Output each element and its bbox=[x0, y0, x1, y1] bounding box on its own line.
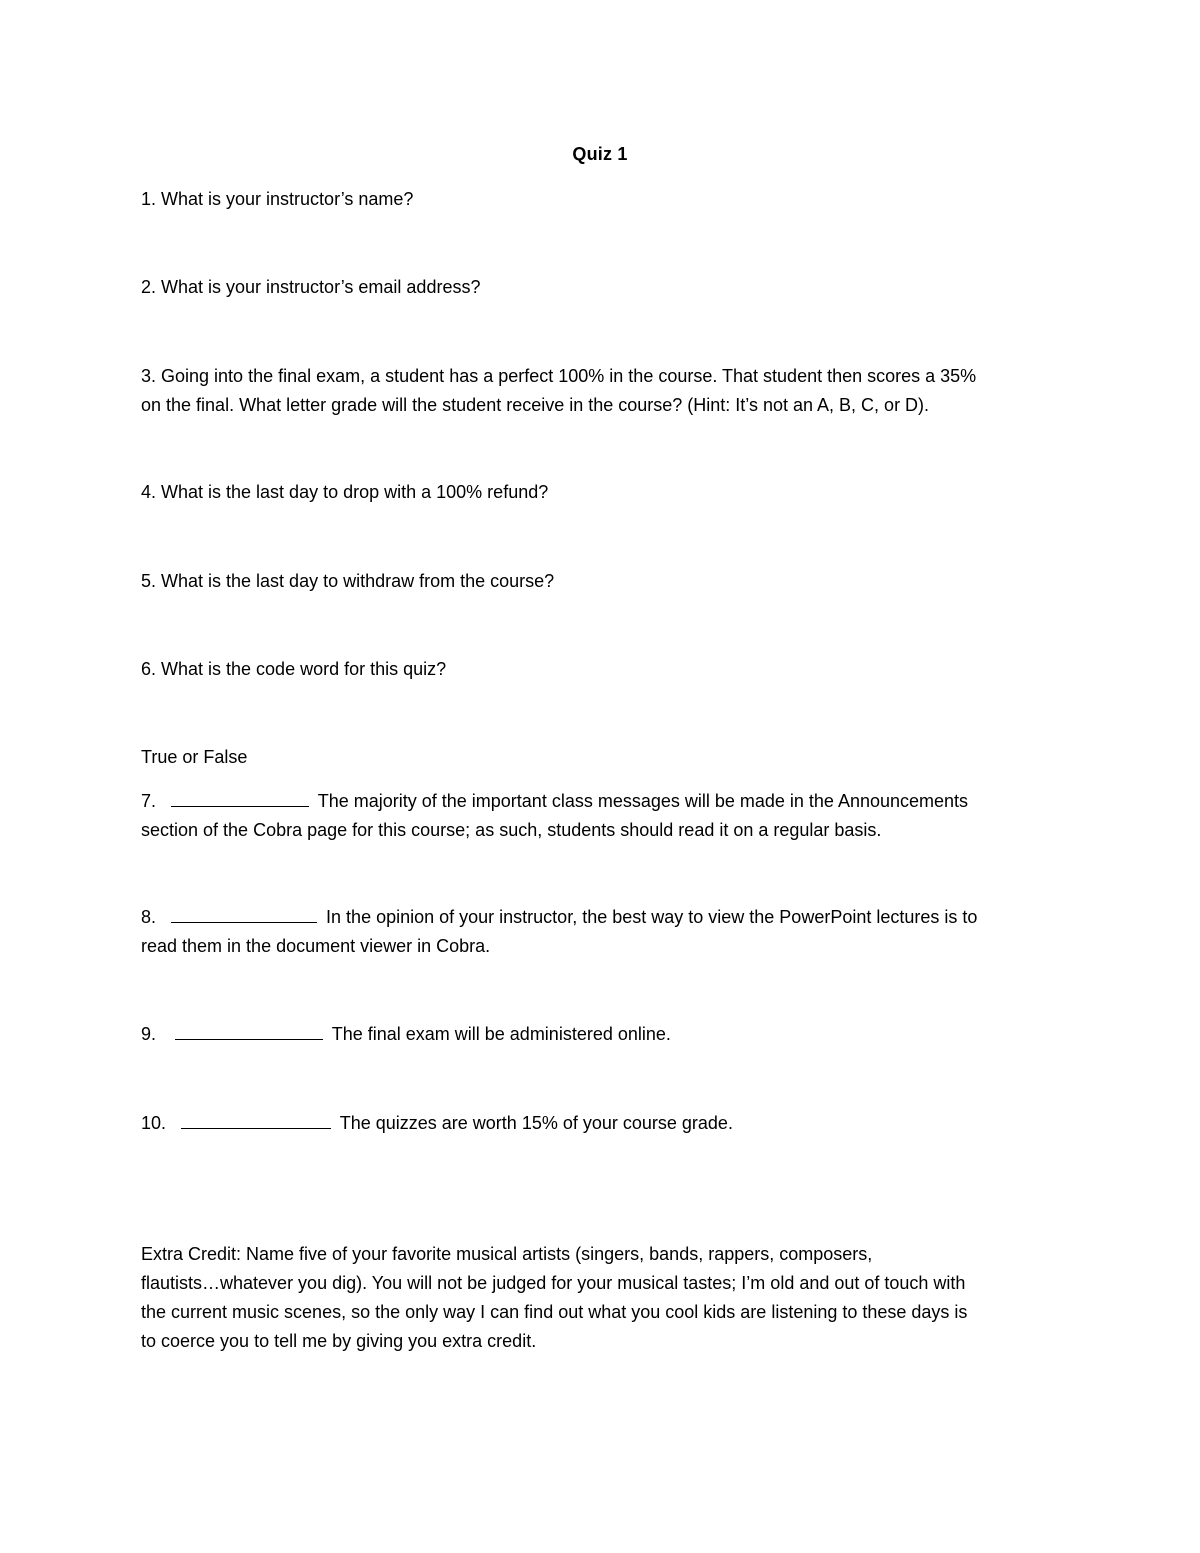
question-7-number: 7. bbox=[141, 791, 157, 811]
question-9-answer-blank[interactable] bbox=[175, 1023, 323, 1040]
true-false-heading: True or False bbox=[141, 747, 248, 767]
question-1: 1. What is your instructor’s name? bbox=[141, 189, 414, 209]
extra-credit-line-2: flautists…whatever you dig). You will not be judged for your musical tastes; I’m old and out of touch with bbox=[141, 1273, 966, 1293]
question-10-number: 10. bbox=[141, 1113, 167, 1133]
question-6: 6. What is the code word for this quiz? bbox=[141, 659, 447, 679]
question-8-line-2: read them in the document viewer in Cobra. bbox=[141, 936, 491, 956]
question-7 bbox=[141, 787, 1071, 816]
question-3-line-2: on the final. What letter grade will the student receive in the course? (Hint: It’s not an A, B, C, or D). bbox=[141, 395, 930, 415]
question-9-text: The final exam will be administered online. bbox=[331, 1024, 671, 1044]
question-10-text: The quizzes are worth 15% of your course grade. bbox=[339, 1113, 733, 1133]
question-7-line-2: section of the Cobra page for this course; as such, students should read it on a regular basis. bbox=[141, 820, 882, 840]
question-3-line-1: 3. Going into the final exam, a student has a perfect 100% in the course. That student then scores a 35% bbox=[141, 366, 977, 386]
question-5: 5. What is the last day to withdraw from the course? bbox=[141, 571, 555, 591]
question-7-answer-blank[interactable] bbox=[171, 790, 309, 807]
question-8-text: In the opinion of your instructor, the best way to view the PowerPoint lectures is to bbox=[326, 907, 978, 927]
extra-credit-line-3: the current music scenes, so the only way I can find out what you cool kids are listening to these days is bbox=[141, 1302, 968, 1322]
question-8-answer-blank[interactable] bbox=[171, 906, 317, 923]
question-10 bbox=[141, 1109, 1071, 1138]
question-8-number: 8. bbox=[141, 907, 157, 927]
question-7-text: The majority of the important class messages will be made in the Announcements bbox=[317, 791, 969, 811]
extra-credit-line-1: Extra Credit: Name five of your favorite musical artists (singers, bands, rappers, composers, bbox=[141, 1244, 873, 1264]
page-title: Quiz 1 bbox=[572, 144, 628, 164]
question-9-number: 9. bbox=[141, 1024, 157, 1044]
question-9 bbox=[141, 1020, 1071, 1049]
question-8 bbox=[141, 903, 1071, 932]
extra-credit-line-4: to coerce you to tell me by giving you extra credit. bbox=[141, 1331, 537, 1351]
question-4: 4. What is the last day to drop with a 100% refund? bbox=[141, 482, 549, 502]
question-10-answer-blank[interactable] bbox=[181, 1112, 331, 1129]
question-2: 2. What is your instructor’s email address? bbox=[141, 277, 481, 297]
